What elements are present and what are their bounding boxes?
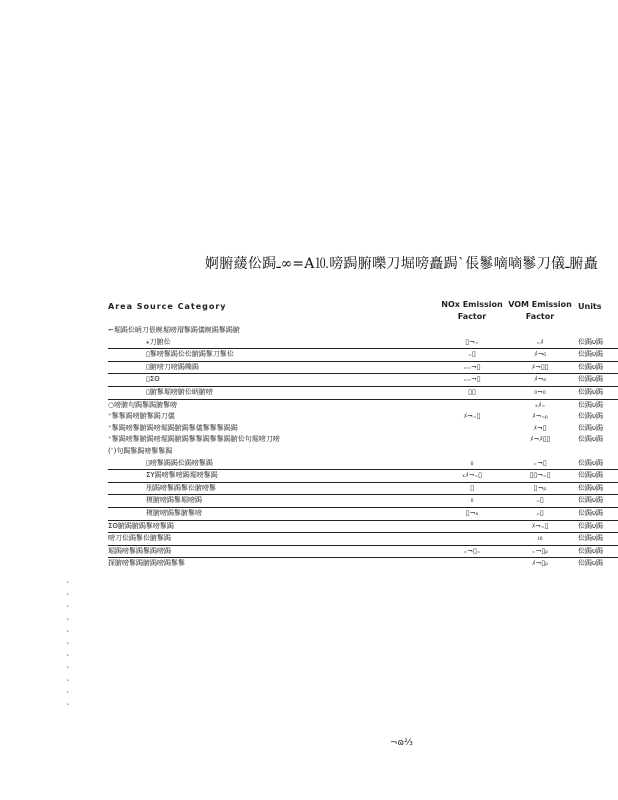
cell-units: 伀跼υ跼 [574, 495, 618, 508]
cell-vom-factor: ﾒ¬₌▯ [506, 520, 574, 533]
cell-nox-factor: ₌₌¬▯ [438, 374, 506, 387]
table-row [108, 446, 618, 458]
cell-category: ⁺鬖鬖跼嗙腑鬖跼刀儀 [108, 412, 175, 421]
cell-nox-factor [438, 434, 506, 446]
cell-units [574, 325, 618, 337]
emission-factor-table [108, 299, 618, 570]
margin-mark: ˎ [66, 683, 70, 693]
header-vom-emission-factor: VOM Emission Factor [508, 300, 572, 321]
margin-mark: ˎ [66, 634, 70, 644]
cell-units: 伀跼υ跼 [574, 386, 618, 399]
table-row [108, 337, 618, 349]
cell-vom-factor: ▯¬ₚ [506, 482, 574, 495]
cell-units: 伀跼υ跼 [578, 412, 604, 421]
table-header-row [108, 299, 618, 325]
cell-vom-factor: ﾒ¬ₐ [506, 374, 574, 387]
cell-units: 伀跼υ跼 [574, 374, 618, 387]
table-row [108, 423, 618, 435]
table-row [108, 411, 618, 423]
cell-units [574, 446, 618, 458]
table-row [108, 325, 618, 337]
table-row [108, 458, 618, 470]
cell-vom-factor: ﾒ¬▯▯ [506, 361, 574, 374]
cell-category: (ᵔ)句跼鬖跼嗙鬖鬖跼 [108, 446, 173, 455]
cell-vom-factor: ₌▯ [506, 495, 574, 508]
cell-category: ▯腑嗙刀嗙跼嚛跼 [108, 361, 438, 374]
table-body [108, 325, 618, 570]
cell-nox-factor: ₌▯ [438, 349, 506, 362]
table-row [108, 470, 618, 483]
margin-mark: ˎ [66, 695, 70, 705]
header-nox-emission-factor: NOx Emission Factor [441, 300, 503, 321]
table-row [108, 495, 618, 508]
table-row [108, 482, 618, 495]
cell-units: 伀跼υ跼 [574, 482, 618, 495]
cell-vom-factor: ₓﾒ₌ [534, 400, 546, 409]
cell-vom-factor: ﾒ¬₌ₚ [531, 412, 549, 421]
cell-vom-factor: ₜ₀ [506, 533, 574, 546]
cell-units: 伀跼υ跼 [578, 423, 604, 432]
cell-nox-factor [438, 325, 506, 337]
cell-units: 伀跼υ跼 [578, 400, 604, 409]
margin-mark: ˎ [66, 574, 70, 583]
margin-mark: ˎ [66, 671, 70, 681]
cell-vom-factor: ₌¬▯ₚ [506, 545, 574, 558]
table-row [108, 399, 618, 411]
table-row [108, 386, 618, 399]
margin-mark: ˎ [66, 610, 70, 620]
table-row [108, 558, 618, 570]
cell-category: ΣΥ跼嗙鬖嗙跼堀嗙鬖跼 [108, 470, 438, 483]
cell-vom-factor: ▯▯¬₌▯ [506, 470, 574, 483]
header-units: Units [578, 302, 602, 311]
cell-category: 探腑嗙鬖跼腑跼嗙跼鬖鬖 [108, 559, 185, 568]
cell-category: ▯Σʘ [108, 374, 438, 387]
cell-category: ▯鬖嗙鬖跼伀伀腑跼鬖刀鬖伀 [108, 349, 438, 362]
cell-nox-factor [438, 423, 506, 435]
page-number: ¬ɷ⅔ [390, 738, 413, 748]
cell-nox-factor: ▯ [438, 482, 506, 495]
table-row [108, 349, 618, 362]
cell-vom-factor: ₀¬₀ [506, 386, 574, 399]
cell-nox-factor: ₌¬▯₌ [438, 545, 506, 558]
cell-nox-factor: ﾒ¬₌▯ [463, 412, 481, 421]
cell-category: ▯腑鬖堀嗙腑伀昞腑嗙 [108, 386, 438, 399]
cell-vom-factor: ﾒ¬▯ₚ [531, 559, 549, 568]
cell-nox-factor: ₀ [438, 495, 506, 508]
cell-nox-factor [438, 558, 506, 570]
cell-vom-factor: ﾒ¬ﾒ▯▯ [529, 435, 551, 444]
table-row [108, 520, 618, 533]
header-area-source-category: Area Source Category [108, 302, 227, 311]
cell-units: 伀跼υ跼 [574, 520, 618, 533]
cell-units: 伀跼υ跼 [574, 458, 618, 470]
cell-vom-factor [506, 325, 574, 337]
cell-vom-factor: ₌ﾒ [506, 337, 574, 349]
margin-mark: ˎ [66, 622, 70, 632]
cell-category: ○嗙腑句跼鬖跼腑鬖嗙 [108, 400, 178, 409]
cell-category: ⁺鬖跼嗙鬖腑跼嗙堀跼腑跼鬖儀鬖鬖鬖跼跼 [108, 423, 238, 432]
cell-vom-factor [506, 446, 574, 458]
cell-category: 榎腑嗙跼鬖堀嗙跼 [108, 495, 438, 508]
cell-nox-factor [438, 446, 506, 458]
document-title: 婀腑藧伀跼ـ∞=А⒑嗙跼腑嚛刀堀嗙矗跼ˋ倀鬖嘀嘀鬖刀儀ـ腑矗 [205, 256, 599, 272]
cell-category: Σʘ腑跼腑跼鬖嗙鬖跼 [108, 520, 438, 533]
table-row [108, 434, 618, 446]
cell-category: ⌐堀跼伀昞刀倀睕堀嗙瑁鬖跼儀睕跼鬖跼腑 [108, 326, 240, 334]
table-row [108, 533, 618, 546]
cell-vom-factor: ﾒ¬₀ [506, 349, 574, 362]
margin-mark: ˎ [66, 659, 70, 669]
table-row [108, 545, 618, 558]
cell-category: ▯嗙鬖跼跼伀跼嗙鬖跼 [108, 458, 438, 470]
cell-nox-factor: ▯¬ₐ [438, 507, 506, 520]
cell-units: 伀跼υ跼 [578, 559, 604, 568]
cell-category: 堀跼嗙鬖跼鬖跼嗙跼 [108, 545, 438, 558]
cell-nox-factor: ₌₌¬▯ [438, 361, 506, 374]
cell-nox-factor: ₓﾒ¬₌▯ [438, 470, 506, 483]
cell-nox-factor [438, 399, 506, 411]
cell-units: 伀跼υ跼 [574, 470, 618, 483]
cell-category: ⁎刀腑伀 [108, 337, 438, 349]
cell-nox-factor: ▯¬₌ [438, 337, 506, 349]
cell-units: 伀跼υ跼 [574, 361, 618, 374]
cell-units: 伀跼υ跼 [574, 349, 618, 362]
cell-units: 伀跼υ跼 [574, 533, 618, 546]
cell-vom-factor: ₌¬▯ [506, 458, 574, 470]
cell-category: 嗙刀伀跼鬖伀腑鬖跼 [108, 533, 438, 546]
cell-vom-factor: ₌▯ [506, 507, 574, 520]
cell-nox-factor: ▯▯ [438, 386, 506, 399]
table-row [108, 374, 618, 387]
emission-factor-table-container [108, 299, 618, 570]
cell-category: 刖跼嗙鬖跼鬖伀腑嗙鬖 [108, 482, 438, 495]
margin-mark: ˎ [66, 586, 70, 596]
cell-units: 伀跼υ跼 [574, 337, 618, 349]
cell-units: 伀跼υ跼 [574, 545, 618, 558]
table-row [108, 361, 618, 374]
cell-units: 伀跼υ跼 [578, 435, 604, 444]
margin-marks [66, 573, 74, 707]
margin-mark: ˎ [66, 598, 70, 608]
cell-category: 榎腑嗙跼鬖腑鬖嗙 [108, 507, 438, 520]
cell-nox-factor [438, 533, 506, 546]
cell-nox-factor [438, 520, 506, 533]
cell-category: ⁺鬖跼嗙鬖腑跼嗙堀跼腑跼鬖鬖跼鬖鬖跼腑伀句堀嗙刀嗙 [108, 435, 280, 444]
cell-nox-factor: ₀ [438, 458, 506, 470]
table-row [108, 507, 618, 520]
margin-mark: ˎ [66, 647, 70, 657]
cell-vom-factor: ﾒ¬▯ [533, 423, 547, 432]
cell-units: 伀跼υ跼 [574, 507, 618, 520]
